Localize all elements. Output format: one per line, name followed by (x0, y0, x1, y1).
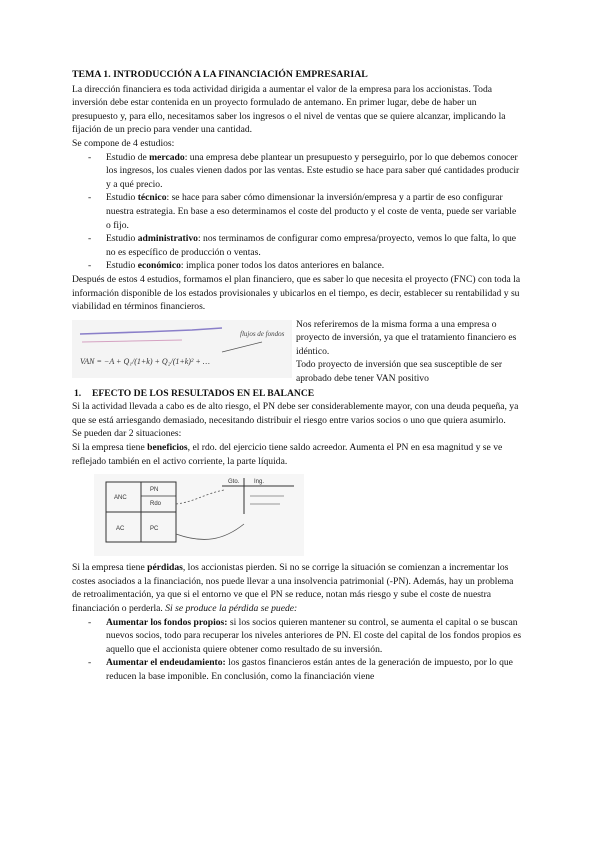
losses-paragraph: Si la empresa tiene pérdidas, los accionistas pierden. Si no se corrige la situación se comienzan a incrementar los costes asociados a la financiación, nos puede llevar a una insolvencia patrimonial (-PN). Además, hay un problema de retroalimentación, ya que si el entorno ve que el PN se reduce, notan más riesgo y sube el coste de nuestra financiación o perderla. Si se produce la pérdida se puede: (72, 562, 514, 615)
section-title: EFECTO DE LOS RESULTADOS EN EL BALANCE (92, 387, 315, 399)
sketch-gto-label: Gto. (228, 479, 240, 486)
sketch-ac-label: AC (116, 526, 125, 533)
studies-intro: Se compone de 4 estudios: (72, 137, 175, 149)
page-title: TEMA 1. INTRODUCCIÓN A LA FINANCIACIÓN EMPRESARIAL (72, 69, 368, 80)
situations-intro: Se pueden dar 2 situaciones: (72, 428, 182, 440)
balance-sketch-image (94, 474, 304, 556)
van-note-2: Todo proyecto de inversión que sea susceptible de ser aprobado debe tener VAN positivo (296, 359, 503, 385)
section-number: 1. (74, 387, 82, 399)
flow-note: flujos de fondos (240, 329, 285, 338)
intro-paragraph: La dirección financiera es toda actividad dirigida a aumentar el valor de la empresa para los accionistas. Toda inversión debe estar contenida en un proyecto formulado de antemano. En primer lugar, debe de haber un presupuesto y, para ello, necesitamos saber los ingresos o el nivel de ventas que se quiere alcanzar, implicando la fijación de un precio para vender una cantidad. (72, 83, 506, 136)
van-notes (296, 318, 522, 386)
van-formula-image (72, 320, 292, 378)
van-figure-block (72, 318, 522, 385)
risk-paragraph: Si la actividad llevada a cabo es de alto riesgo, el PN debe ser considerablemente mayor, con una deuda pequeña, ya que se está arriesgando demasiado, necesitando distribuir el riesgo entre varios socios o uno que quiera asumirlo. (72, 401, 519, 426)
financial-plan-paragraph: Después de estos 4 estudios, formamos el plan financiero, que es saber lo que necesita el proyecto (FNC) con toda la información disponible de los estados provisionales y ubicarlos en el tiempo, es decir, establecer su rentabilidad y su viabilidad en términos financieros. (72, 273, 521, 313)
document-page (72, 68, 522, 684)
list-item: - Aumentar el endeudamiento: los gastos financieros están antes de la generación de impuesto, por lo que reducen la base imponible. En conclusión, como la financiación viene (72, 656, 522, 683)
list-item: - Estudio administrativo: nos terminamos de configurar como empresa/proyecto, vemos lo que falta, lo que no es específico de producción o ventas. (72, 232, 522, 259)
section-heading (72, 387, 522, 401)
sketch-pc-label: PC (150, 526, 159, 533)
balance-sketch-block (72, 472, 522, 558)
sketch-pn-label: PN (150, 487, 159, 494)
list-item: - Estudio económico: implica poner todos los datos anteriores en balance. (72, 259, 522, 273)
benefits-paragraph: Si la empresa tiene beneficios, el rdo. del ejercicio tiene saldo acreedor. Aumenta el PN en esa magnitud y se ve reflejado también en el activo corriente, la parte líquida. (72, 442, 503, 467)
sketch-rdo-label: Rdo (150, 501, 162, 508)
list-item: - Estudio de mercado: una empresa debe plantear un presupuesto y perseguirlo, por lo que debemos conocer los ingresos, los cuales vienen dados por las ventas. Este estudio se hace para saber qué cantidades producir y a qué precio. (72, 151, 522, 192)
sketch-anc-label: ANC (114, 495, 127, 502)
sketch-ing-label: Ing. (254, 479, 265, 486)
list-item: - Aumentar los fondos propios: si los socios quieren mantener su control, se aumenta el capital o se buscan nuevos socios, todo para recuperar los niveles anteriores de PN. El coste del capital de los fondos propios es aquello que el accionista quiere obtener como resultado de su inversión. (72, 616, 522, 657)
formula-text: VAN = −A + Q₁/(1+k) + Q₂/(1+k)² + … (80, 356, 210, 366)
remedies-list (72, 616, 522, 684)
studies-list (72, 151, 522, 273)
list-item: - Estudio técnico: se hace para saber cómo dimensionar la inversión/empresa y a partir de eso configurar nuestra estrategia. En base a eso determinamos el coste del producto y el coste de venta, puede ser variable o fijo. (72, 191, 522, 232)
van-note-1: Nos referiremos de la misma forma a una empresa o proyecto de inversión, ya que el tratamiento financiero es idéntico. (296, 318, 517, 357)
